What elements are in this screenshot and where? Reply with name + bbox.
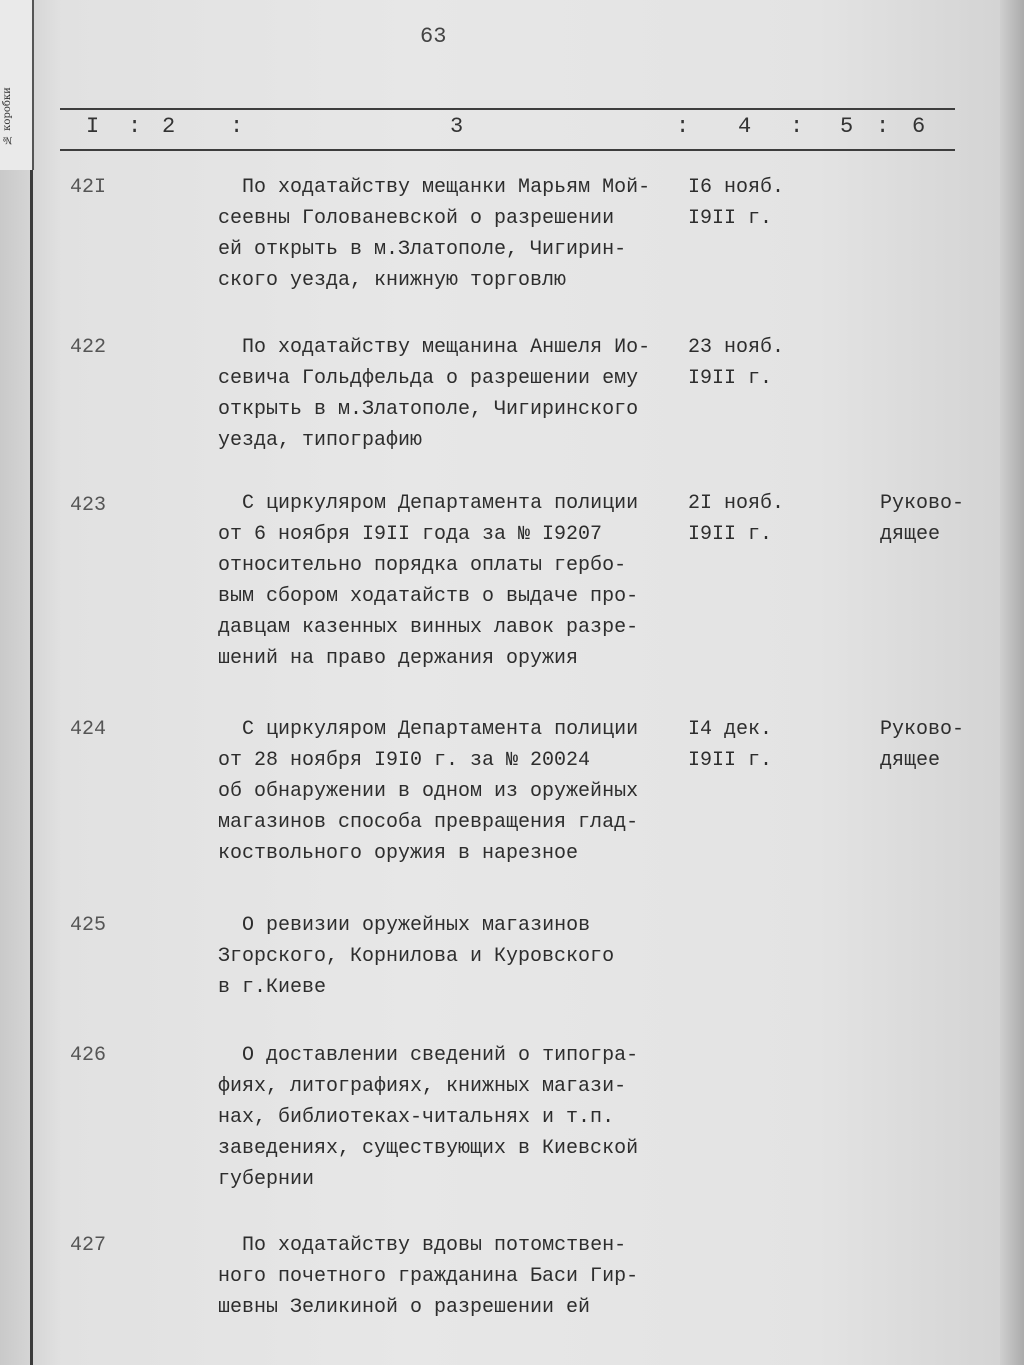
header-col-2: 2: [162, 114, 176, 139]
header-top-rule: [60, 108, 955, 110]
header-separator: :: [790, 114, 804, 139]
header-separator: :: [128, 114, 142, 139]
header-col-1: I: [86, 114, 100, 139]
row-date: 2I нояб. I9II г.: [688, 492, 785, 546]
row-date: I6 нояб. I9II г.: [688, 176, 785, 230]
header-col-3: 3: [450, 114, 464, 139]
row-description: По ходатайству мещанина Аншеля Ио- севича Гольдфельда о разрешении ему открыть в м.Златополе, Чигиринского уезда, типографию: [218, 336, 651, 452]
header-col-4: 4: [738, 114, 752, 139]
header-separator: :: [676, 114, 690, 139]
row-note: Руково- дящее: [880, 492, 965, 546]
row-number: 42I: [70, 176, 107, 199]
row-description: По ходатайству мещанки Марьям Мой- сеевны Голованевской о разрешении ей открыть в м.Златополе, Чигирин- ского уезда, книжную торговлю: [218, 176, 651, 292]
row-number: 426: [70, 1044, 107, 1067]
row-description: По ходатайству вдовы потомствен- ного почетного гражданина Баси Гир- шевны Зеликиной о разрешении ей: [218, 1234, 639, 1319]
row-date: I4 дек. I9II г.: [688, 718, 773, 772]
row-description: О доставлении сведений о типогра- фиях, литографиях, книжных магази- нах, библиотеках-читальнях и т.п. заведениях, существующих в Киевской губернии: [218, 1044, 639, 1191]
row-description: О ревизии оружейных магазинов Згорского, Корнилова и Куровского в г.Киеве: [218, 914, 615, 999]
row-description: С циркуляром Департамента полиции от 28 ноября I9I0 г. за № 20024 об обнаружении в одном из оружейных магазинов способа превращения глад- коствольного оружия в нарезное: [218, 718, 639, 865]
page-number: 63: [420, 24, 447, 49]
header-bottom-rule: [60, 149, 955, 151]
box-label-tab: [0, 0, 34, 170]
row-description: С циркуляром Департамента полиции от 6 ноября I9II года за № I9207 относительно порядка оплаты гербо- вым сбором ходатайств о выдаче про- давцам казенных винных лавок разре- шений на право держания оружия: [218, 492, 639, 670]
row-number: 427: [70, 1234, 107, 1257]
row-number: 422: [70, 336, 107, 359]
row-note: Руково- дящее: [880, 718, 965, 772]
row-number: 423: [70, 494, 107, 517]
header-separator: :: [230, 114, 244, 139]
page-edge-shadow: [1000, 0, 1024, 1365]
header-col-6: 6: [912, 114, 926, 139]
row-number: 424: [70, 718, 107, 741]
row-number: 425: [70, 914, 107, 937]
binder-edge: [0, 110, 33, 1365]
header-separator: :: [876, 114, 890, 139]
header-col-5: 5: [840, 114, 854, 139]
box-label: № коробки: [2, 87, 13, 145]
row-date: 23 нояб. I9II г.: [688, 336, 785, 390]
